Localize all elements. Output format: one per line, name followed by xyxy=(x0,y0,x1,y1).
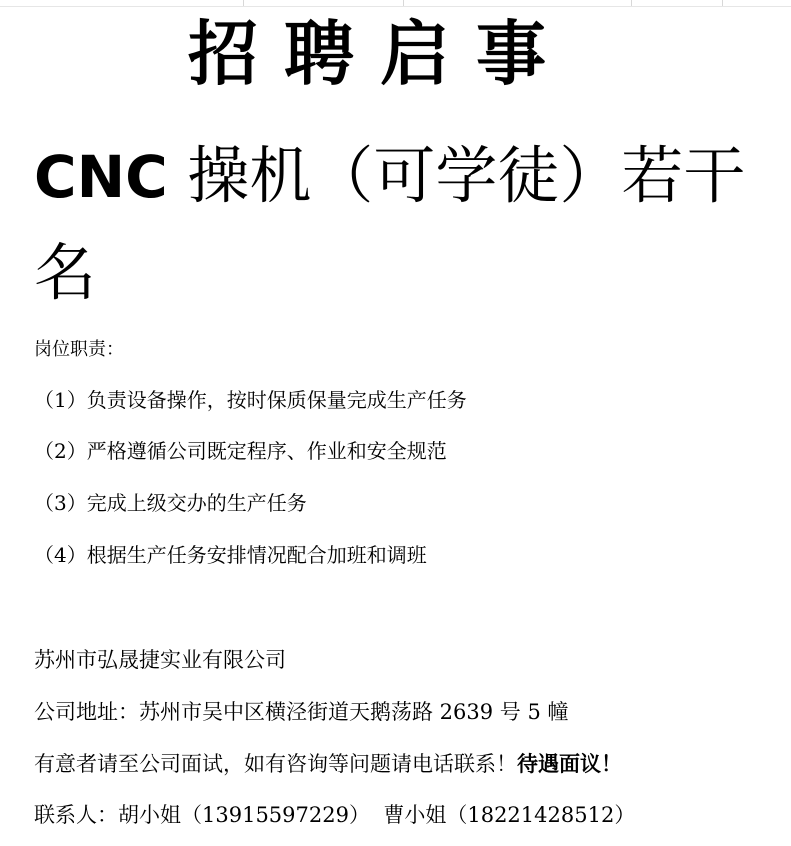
duties-label: 岗位职责： xyxy=(34,339,124,360)
job-headline xyxy=(34,128,774,321)
duty-item-1: （1）负责设备操作，按时保质保量完成生产任务 xyxy=(34,388,467,412)
page-title: 招聘启事 xyxy=(188,13,572,95)
duty-item-3: （3）完成上级交办的生产任务 xyxy=(34,491,307,515)
company-name: 苏州市弘晟捷实业有限公司 xyxy=(34,648,286,672)
invitation-text: 有意者请至公司面试，如有咨询等问题请电话联系！ xyxy=(34,752,517,776)
duty-item-2: （2）严格遵循公司既定程序、作业和安全规范 xyxy=(34,439,447,463)
headline-cnc: CNC xyxy=(34,143,168,211)
contact-1: 胡小姐（13915597229） xyxy=(118,803,370,827)
contact-line xyxy=(34,801,635,829)
address-label: 公司地址： xyxy=(34,700,139,724)
contact-label: 联系人： xyxy=(34,803,118,827)
headline-text: 操机（可学徒）若干名 xyxy=(34,139,746,309)
address-line xyxy=(34,698,569,726)
duty-item-4: （4）根据生产任务安排情况配合加班和调班 xyxy=(34,543,427,567)
address-value: 苏州市吴中区横泾街道天鹅荡路 2639 号 5 幢 xyxy=(139,700,569,724)
contact-2: 曹小姐（18221428512） xyxy=(383,803,636,827)
salary-note: 待遇面议！ xyxy=(517,752,622,776)
invitation-line xyxy=(34,750,622,778)
